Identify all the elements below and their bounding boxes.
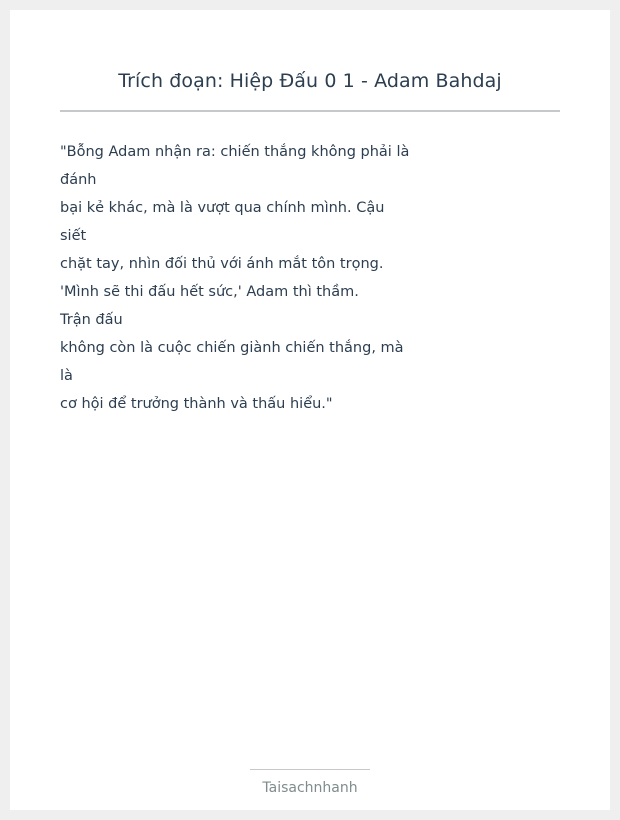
excerpt-line: Trận đấu [60,312,123,328]
excerpt-line: đánh [60,172,97,188]
footer-divider [250,769,370,770]
document-title: Trích đoạn: Hiệp Đấu 0 1 - Adam Bahdaj [118,70,502,92]
document-page [10,10,610,810]
excerpt-line: chặt tay, nhìn đối thủ với ánh mắt tôn trọng. [60,256,384,272]
excerpt-line: bại kẻ khác, mà là vượt qua chính mình. Cậu [60,200,385,216]
excerpt-body [60,138,420,418]
excerpt-line: không còn là cuộc chiến giành chiến thắng, mà [60,340,404,356]
excerpt-line: là [60,368,73,384]
excerpt-line: cơ hội để trưởng thành và thấu hiểu." [60,396,333,412]
excerpt-line: 'Mình sẽ thi đấu hết sức,' Adam thì thầm. [60,284,359,300]
title-divider [60,110,560,112]
excerpt-line: siết [60,228,87,244]
footer-brand: Taisachnhanh [262,780,358,796]
excerpt-line: "Bỗng Adam nhận ra: chiến thắng không phải là [60,144,410,160]
